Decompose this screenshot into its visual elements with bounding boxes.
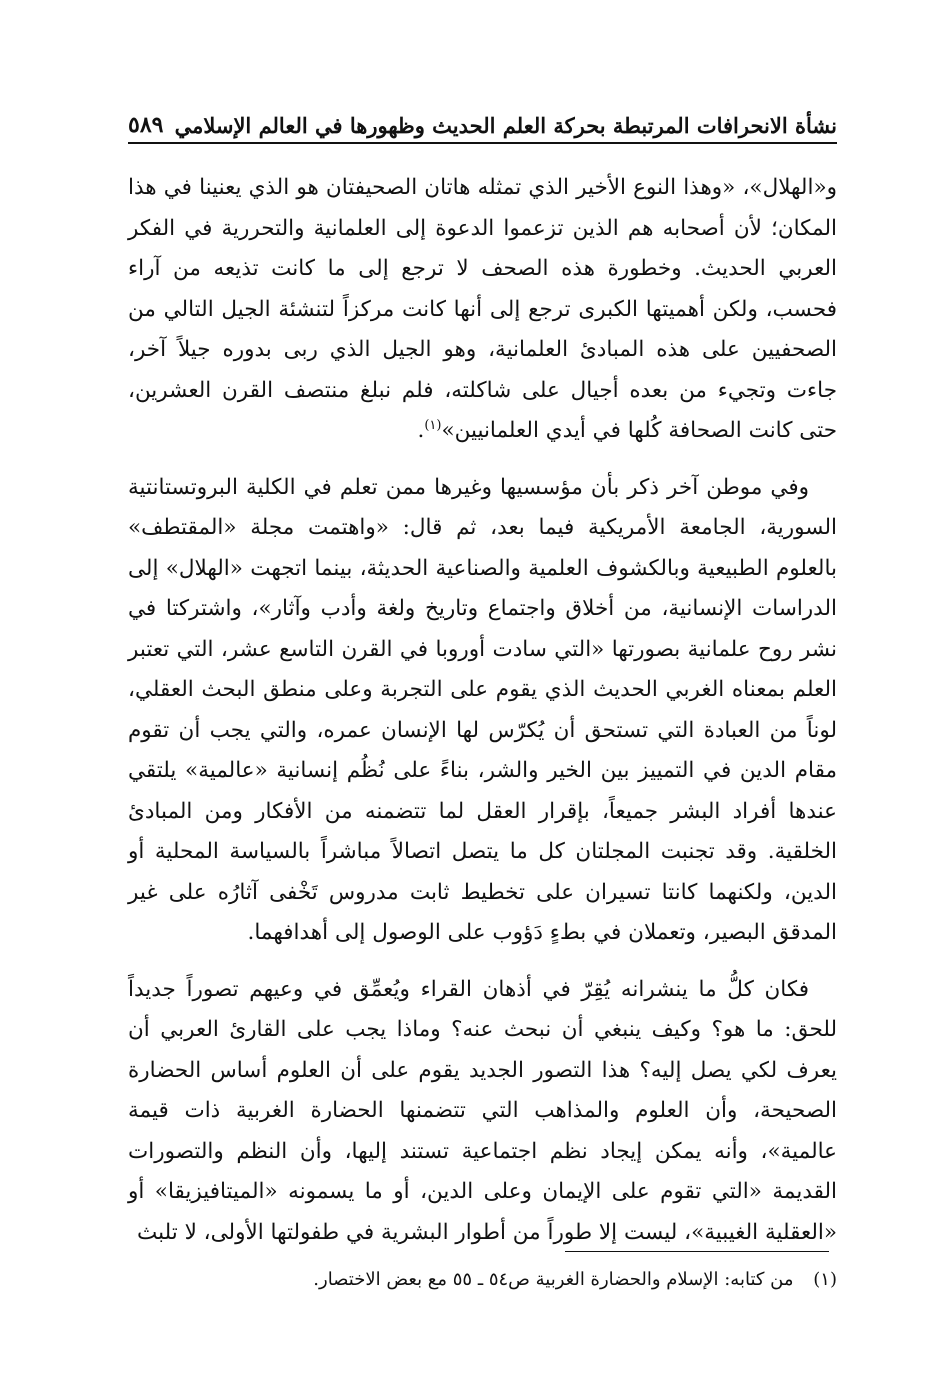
- page-number: ٥٨٩: [128, 112, 164, 138]
- footnote-reference: (١): [424, 417, 442, 433]
- footnote-divider: [565, 1251, 829, 1252]
- paragraph-1-text: و«الهلال»، «وهذا النوع الأخير الذي تمثله هاتان الصحيفتان هو الذي يعنينا في هذا المكان؛ لأن أصحابه هم الذين تزعموا الدعوة إلى العلمانية والتحررية في الفكر العربي الحديث. وخطورة هذه الصحف لا ترجع إلى ما كانت تذيعه من آراء فحسب، ولكن أهميتها الكبرى ترجع إلى أنها كانت مركزاً لتنشئة الجيل التالي من الصحفيين على هذه المبادئ العلمانية، وهو الجيل الذي ربى بدوره جيلاً آخر، جاءت وتجيء من بعده أجيال على شاكلته، فلم نبلغ منتصف القرن العشرين، حتى كانت الصحافة كُلها في أيدي العلمانيين»: [128, 175, 837, 443]
- footnote: [128, 1266, 837, 1294]
- paragraph-3: فكان كلُّ ما ينشرانه يُقِرّ في أذهان القراء ويُعمِّق في وعيهم تصوراً جديداً للحق: ما هو؟ وكيف ينبغي أن نبحث عنه؟ وماذا يجب على القارئ العربي أن يعرف لكي يصل إليه؟ هذا التصور الجديد يقوم على أن العلوم أساس الحضارة الصحيحة، وأن العلوم والمذاهب التي تتضمنها الحضارة الغربية ذات قيمة عالمية»، وأنه يمكن إيجاد نظم اجتماعية تستند إليها، وأن النظم والتصورات القديمة «التي تقوم على الإيمان وعلى الدين، أو ما يسمونه «الميتافيزيقا» أو «العقلية الغيبية»، ليست إلا طوراً من أطوار البشرية في طفولتها الأولى، لا تلبث: [128, 976, 838, 1245]
- running-title: نشأة الانحرافات المرتبطة بحركة العلم الحديث وظهورها في العالم الإسلامي: [174, 113, 837, 138]
- paragraph-1: [128, 168, 837, 452]
- paragraph-2: وفي موطن آخر ذكر بأن مؤسسيها وغيرها ممن تعلم في الكلية البروتستانتية السورية، الجامعة الأمريكية فيما بعد، ثم قال: «واهتمت مجلة «المقتطف» بالعلوم الطبيعية وبالكشوف العلمية والصناعية الحديثة، بينما اتجهت «الهلال» إلى الدراسات الإنسانية، من أخلاق واجتماع وتاريخ ولغة وأدب وآثار»، واشتركتا في نشر روح علمانية بصورتها «التي سادت أوروبا في القرن التاسع عشر، التي تعتبر العلم بمعناه الغربي الحديث الذي يقوم على التجربة وعلى منطق البحث العقلي، لوناً من العبادة التي تستحق أن يُكرّس لها الإنسان عمره، والتي يجب أن تقوم مقام الدين في التمييز بين الخير والشر، بناءً على نُظُم إنسانية «عالمية» يلتقي عندها أفراد البشر جميعاً، بإقرار العقل لما تتضمنه من الأفكار ومن المبادئ الخلقية. وقد تجنبت المجلتان كل ما يتصل اتصالاً مباشراً بالسياسة المحلية أو الدين، ولكنهما كانتا تسيران على تخطيط ثابت مدروس تَخْفى آثارُه على غير المدقق البصير، وتعملان في بطءٍ دَؤوب على الوصول إلى أهدافهما.: [128, 474, 837, 945]
- main-text: [128, 168, 837, 1269]
- footnote-text: من كتابه: الإسلام والحضارة الغربية ص٥٤ ـ ٥٥ مع بعض الاختصار.: [313, 1269, 794, 1290]
- paragraph-1-end: .: [417, 418, 425, 443]
- page-header: [128, 96, 837, 144]
- footnote-marker: (١): [813, 1269, 837, 1290]
